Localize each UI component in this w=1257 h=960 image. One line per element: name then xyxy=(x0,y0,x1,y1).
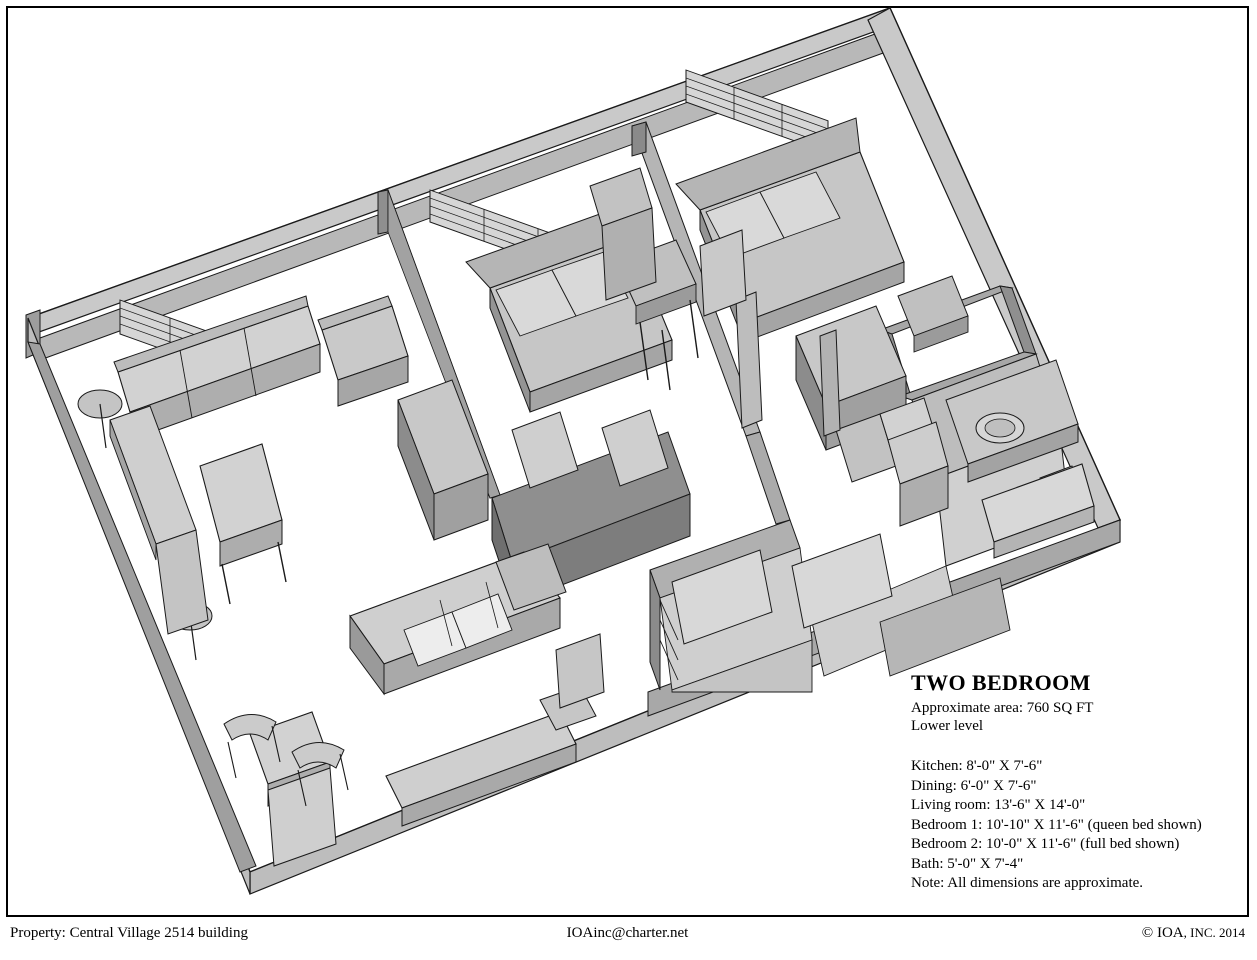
footer-copyright xyxy=(1142,925,1245,942)
legend-room-bedroom-1: Bedroom 1: 10'-10" X 11'-6" (queen bed shown) xyxy=(911,816,1202,833)
footer-copyright-main: © IOA xyxy=(1141,925,1184,941)
footer-property: Property: Central Village 2514 building xyxy=(10,925,248,941)
legend-area: Approximate area: 760 SQ FT xyxy=(911,700,1094,716)
legend-room-bedroom-2: Bedroom 2: 10'-0" X 11'-6" (full bed shown) xyxy=(911,836,1180,853)
legend-title: TWO BEDROOM xyxy=(911,670,1091,695)
legend-room-living: Living room: 13'-6" X 14'-0" xyxy=(911,797,1086,814)
footer xyxy=(6,925,1249,953)
legend-room-bath: Bath: 5'-0" X 7'-4" xyxy=(911,855,1024,872)
legend-room-dining: Dining: 6'-0" X 7'-6" xyxy=(911,777,1037,794)
legend-room-list xyxy=(911,757,1245,894)
footer-email: IOAinc@charter.net xyxy=(566,925,689,941)
footer-copyright-suffix: , INC. 2014 xyxy=(1183,925,1245,940)
legend-block xyxy=(905,670,1245,894)
legend-room-kitchen: Kitchen: 8'-0" X 7'-6" xyxy=(911,758,1043,775)
legend-note: Note: All dimensions are approximate. xyxy=(911,875,1144,892)
legend-level: Lower level xyxy=(911,717,984,734)
